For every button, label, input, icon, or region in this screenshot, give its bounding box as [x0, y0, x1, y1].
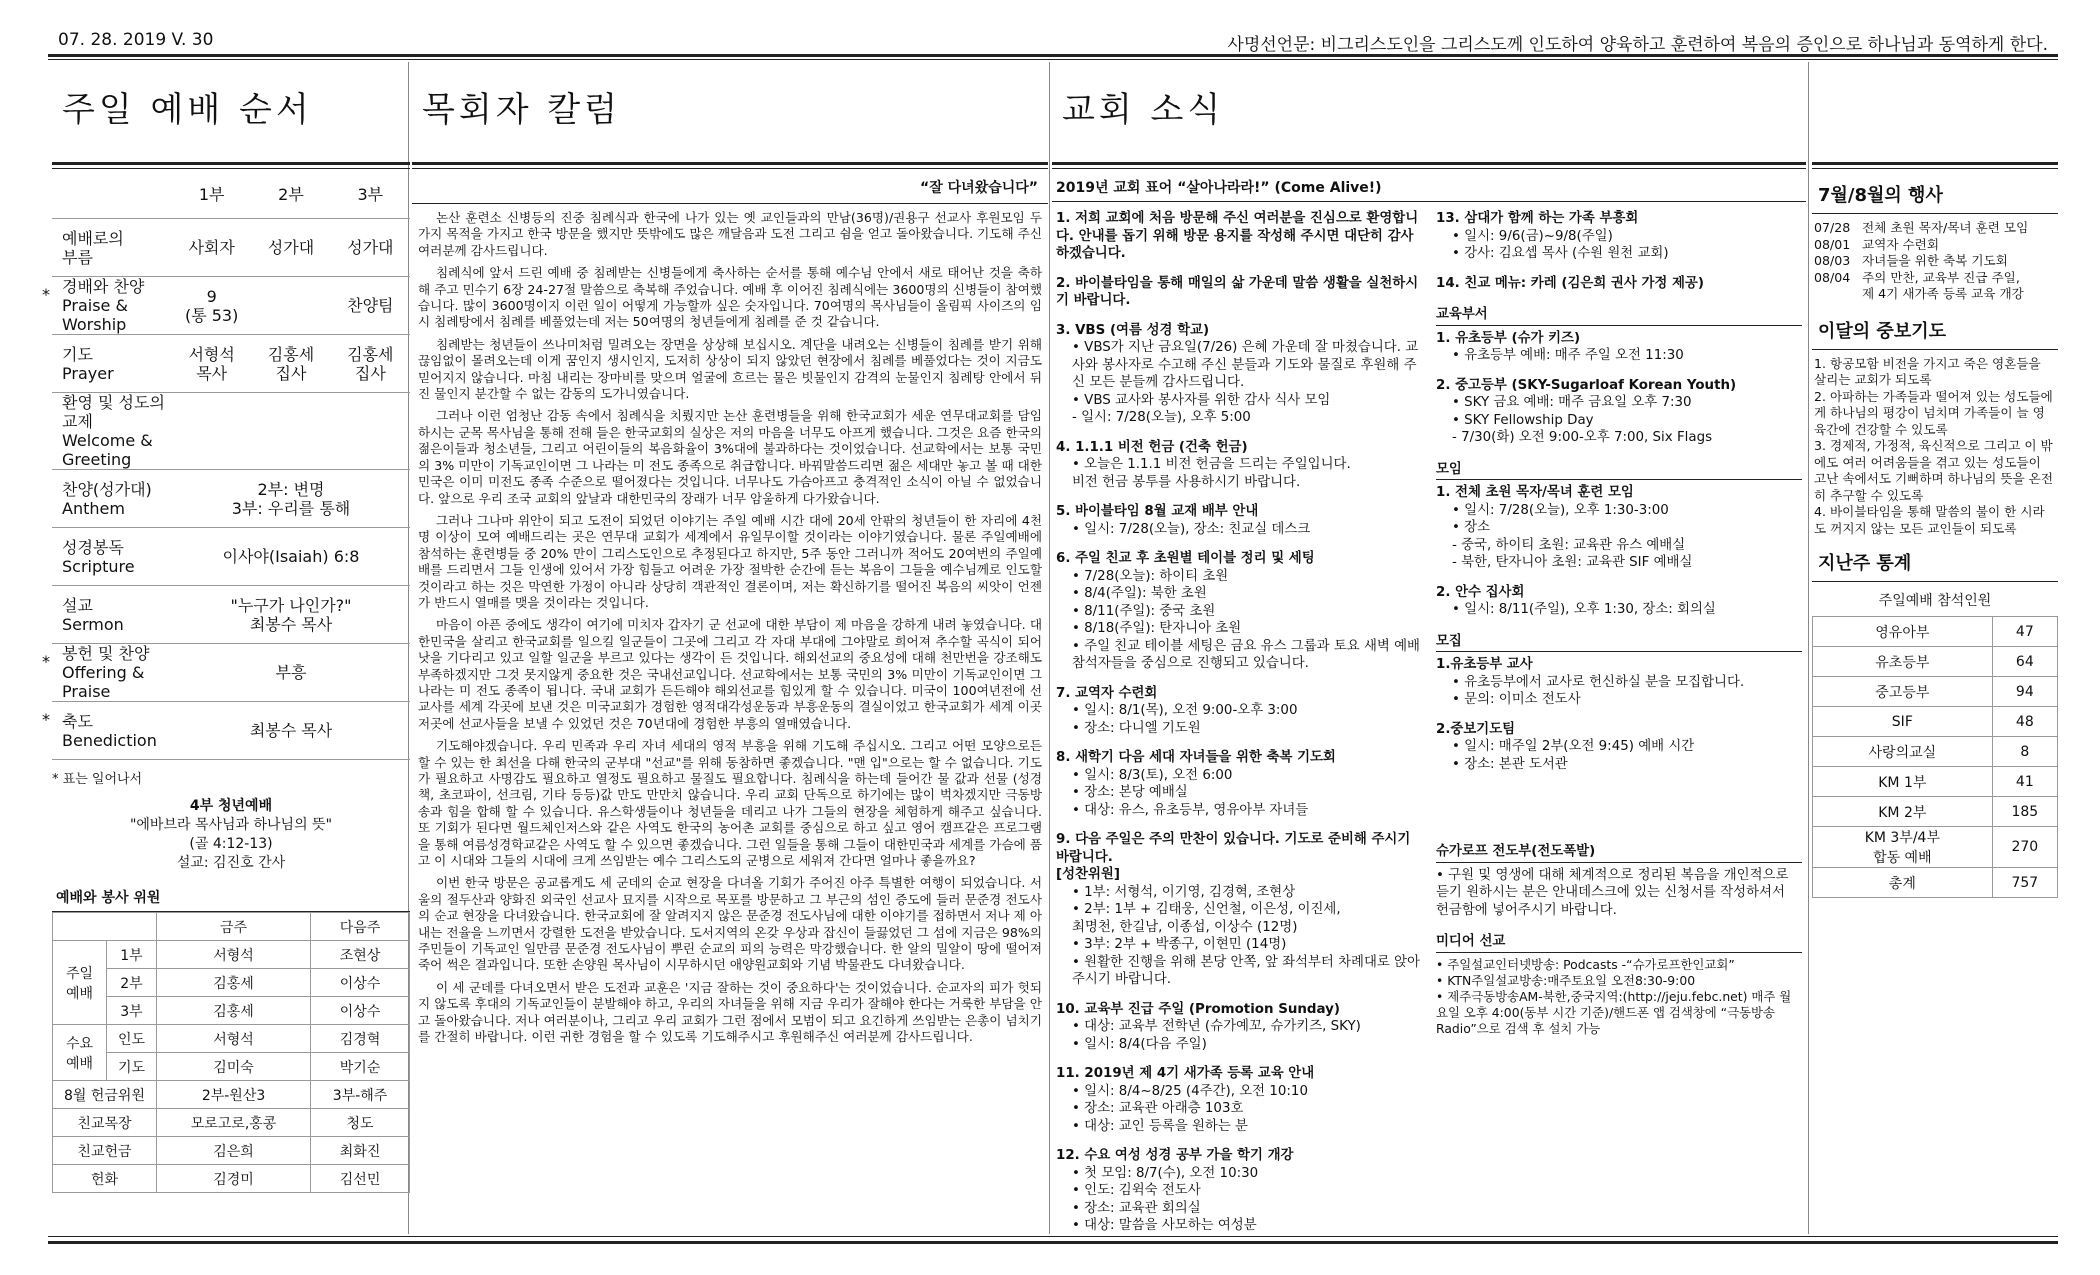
column-paragraph: 침례받는 청년들이 쓰나미처럼 밀려오는 장면을 상상해 보십시오. 계단을 내려오는 신병들이 침례를 받기 위해 끊임없이 몰려오는데 이게 꿈인지 생시인지, 도저히 상상이 되지 않았던 현장에서 침례를 베풀었다는 것이 지금도 믿어지지 않습니다. 마침 내리는 장마비를 맞으며 얼굴에 흐르는 물은 빗물인지 감격의 눈물인지 침례탕 안에서 뒤진 물인지 분간할 수 없는 감동의 도가니였습니다. — [418, 336, 1042, 402]
news-item-heading: 1. 전체 초원 목자/목녀 훈련 모임 — [1436, 485, 1634, 500]
stat-value: 757 — [1992, 868, 2057, 898]
news-item-detail: • 장소: 본당 예배실 — [1072, 785, 1188, 800]
duty-row — [53, 1165, 410, 1193]
worship-order-row — [52, 335, 410, 393]
duty-next-week: 김경혁 — [311, 1025, 410, 1053]
stat-row — [1813, 647, 2058, 677]
news-item-detail: - 북한, 탄자니아 초원: 교육관 SIF 예배실 — [1452, 555, 1693, 570]
news-item — [1056, 210, 1420, 263]
worship-order-row — [42, 644, 410, 702]
event-name: 교역자 수련회 — [1862, 236, 1939, 252]
news-item-detail: • 대상: 말씀을 사모하는 여성분 — [1072, 1218, 1257, 1233]
stat-row — [1813, 767, 2058, 797]
news-item — [1436, 584, 1802, 619]
news-item-heading: 1. 저희 교회에 처음 방문해 주신 여러분을 진심으로 환영합니다. 안내를 돕기 위해 방문 용지를 작성해 주시면 대단히 감사하겠습니다. — [1056, 211, 1419, 261]
news-item-detail: • 대상: 교인 등록을 원하는 분 — [1072, 1118, 1248, 1134]
event-row — [1814, 220, 2058, 237]
duty-header-cell — [53, 913, 157, 941]
media-section-title: 미디어 선교 — [1436, 933, 1802, 953]
youth-scripture: (골 4:12-13) — [189, 836, 273, 852]
duty-role: 인도 — [107, 1025, 157, 1053]
duty-header-cell: 금주 — [156, 913, 310, 941]
news-item — [1056, 322, 1420, 427]
order-label: 축도 Benediction — [62, 711, 157, 750]
column-paragraph: 마음이 아픈 중에도 생각이 여기에 미치자 갑자기 군 선교에 대한 부담이 제 마음을 강하게 내려 놓였습니다. 대한민국을 살리고 한국교회를 일으킬 일군들이 그곳에 그리고 각 자대 부대에 그야말로 희어져 추수할 곡식이 되어 낫을 기다리고 있고 일할 일군을 부르고 있다는 생각이 든 것입니다. 해외선교의 중요성에 대해 천만번을 강조해도 부족하겠지만 그것 못지않게 중요한 것은 국내선교입니다. 선교학에서는 보통 국민의 3% 미만이 기독교인이면 그 나라는 미 전도 종족이 됩니다. 국내 교회가 든든해야 해외선교를 힘있게 할 수 있습니다. 미국이 100여년전에 선교사를 세계 각곳에 보낸 것은 미국교회가 경험한 영적대각성운동과 부흥운동의 결실이었고 한국교회가 세계 이곳 저곳에 선교사들을 보낼 수 있었던 것은 70년대에 경험한 부흥의 열매였습니다. — [418, 617, 1042, 731]
event-row — [1814, 253, 2058, 270]
duty-role: 친교목장 — [53, 1109, 157, 1137]
duty-role: 헌화 — [53, 1165, 157, 1193]
media-detail: • 주일설교인터넷방송: Podcasts -“슈가로프한인교회” — [1436, 956, 1735, 972]
order-label: 성경봉독 Scripture — [62, 537, 135, 576]
column-paragraph: 침례식에 앞서 드린 예배 중 침례받는 신병들에게 축사하는 순서를 통해 예수님 안에서 새로 태어난 것을 축하해 주고 민수기 6장 24-27절 말씀으로 축복해 주었습니다. 예배 후 이어진 침례식에는 3600명의 신병들이 참여했습니다. 많이 3600명이지 이런 일이 어떻게 가능할까 싶은 숫자입니다. 70여명의 목사님들이 올림픽 사이즈의 임시 침례탕에서 침례를 베풀었는데 저는 50여명의 청년들에게 침례를 준 것 같습니다. — [418, 265, 1042, 330]
stat-row — [1813, 707, 2058, 737]
prayer-item: 3. 경제적, 가정적, 육신적으로 그리고 이 밖에도 여러 어려움들을 겪고 있는 성도들이 고난 속에서도 기뻐하며 하나님의 뜻을 온전히 추구할 수 있도록 — [1814, 438, 2053, 503]
news-item — [1436, 656, 1802, 709]
attendance-table — [1812, 616, 2058, 898]
news-item-heading: 7. 교역자 수련회 — [1056, 685, 1158, 701]
news-item-heading: 2. 중고등부 (SKY-Sugarloaf Korean Youth) — [1436, 377, 1737, 393]
news-item-detail: • VBS 교사와 봉사자를 위한 감사 식사 모임 — [1072, 392, 1331, 408]
news-item-detail: • 일시: 8/11(주일), 오후 1:30, 장소: 회의실 — [1452, 602, 1716, 617]
order-value: 성가대 — [267, 238, 315, 257]
duty-this-week: 모로고로,홍콩 — [156, 1109, 310, 1137]
duty-this-week: 김미숙 — [156, 1053, 310, 1081]
media-detail: • 제주극동방송AM-북한,중국지역:(http://jeju.febc.net) 매주 월요일 오후 4:00(동부 시간 기준)/핸드폰 앱 검색창에 “극동방송 Radio”으로 검색 후 설치 가능 — [1436, 988, 1792, 1036]
column-paragraph: 그러나 이런 엄청난 감동 속에서 침례식을 치뤘지만 논산 훈련병들을 위해 한국교회가 세운 연무대교회를 담임하시는 군목 목사님을 통해 전해 들은 한국교회의 실상은 저의 마음을 너무도 아프게 했습니다. 그것은 요즘 한국의 젊은이들과 청소년들, 그리고 어린이들의 복음화율이 3%대에 불과하다는 것이었습니다. 선교학에서는 보통 국민의 3% 미만이 기독교인이면 그 나라는 미 전도 종족으로 취급합니다. 바꿔말씀드리면 젊은 세대만 놓고 볼 때 대한민국은 이미 미전도 종족 수준으로 떨어졌다는 것입니다. 너무나도 가슴아프고 충격적인 소식이 아닐 수 없었습니다. 앞으로 우리 조국 교회의 앞날과 대한민국의 장래가 너무 암울하게 다가왔습니다. — [418, 408, 1042, 506]
column-divider — [1049, 62, 1050, 1234]
news-item-detail: • 2부: 1부 + 김태웅, 신언철, 이은성, 이진세, — [1072, 902, 1341, 917]
stat-value: 48 — [1992, 707, 2057, 737]
duty-next-week: 김선민 — [311, 1165, 410, 1193]
news-item-detail: • 장소: 교육관 회의실 — [1072, 1200, 1201, 1216]
duty-table — [52, 912, 410, 1193]
news-item-detail: • 유초등부 예배: 매주 주일 오전 11:30 — [1452, 348, 1684, 363]
news-item-detail: • 일시: 9/6(금)~9/8(주일) — [1452, 228, 1613, 244]
footer-rule — [48, 1241, 2058, 1244]
order-value: 이사야(Isaiah) 6:8 — [222, 547, 360, 566]
news-item-detail: • 유초등부에서 교사로 헌신하실 분을 모집합니다. — [1452, 674, 1745, 690]
youth-preacher: 설교: 김진호 간사 — [176, 855, 286, 871]
standing-note: * 표는 일어나서 — [52, 772, 143, 787]
event-date: 08/01 — [1814, 236, 1851, 252]
duty-this-week: 김경미 — [156, 1165, 310, 1193]
stat-row — [1813, 737, 2058, 767]
events-column — [1812, 62, 2058, 1234]
worship-column — [42, 62, 410, 1234]
event-name: 주의 만찬, 교육부 진급 주일, 제 4기 새가족 등록 교육 개강 — [1862, 269, 2024, 301]
recruit-list — [1436, 656, 1802, 773]
order-label: 환영 및 성도의 교제 Welcome & Greeting — [62, 393, 165, 469]
news-item-detail: - 7/30(화) 오전 9:00-오후 7:00, Six Flags — [1452, 430, 1713, 445]
news-item-detail: • 일시: 8/4~8/25 (4주간), 오전 10:10 — [1072, 1083, 1308, 1099]
youth-sermon-title: "에바브라 목사님과 하나님의 뜻" — [129, 817, 333, 833]
events-list — [1812, 214, 2058, 303]
order-value: 성가대 — [347, 238, 394, 257]
news-item-detail: • 일시: 8/3(토), 오전 6:00 — [1072, 767, 1233, 783]
header-rule-thin — [48, 59, 2058, 60]
news-item — [1056, 1065, 1420, 1135]
news-item — [1056, 1001, 1420, 1054]
news-item-heading: 12. 수요 여성 성경 공부 가을 학기 개강 — [1056, 1148, 1294, 1163]
news-item-detail: • SKY 금요 예배: 매주 금요일 오후 7:30 — [1452, 395, 1692, 410]
news-item-detail: • 8/18(주일): 탄자니아 초원 — [1072, 621, 1242, 636]
column-paragraph: 이 세 군데를 다녀오면서 받은 도전과 교훈은 '지금 잘하는 것이 중요하다'는 것이었습니다. 순교자의 피가 헛되지 않도록 후대의 기독교인들이 분발해야 하고, 우리의 자녀들을 위해 지금 우리가 잘해야 한다는 거룩한 부담을 안고 돌아왔습니다. 저나 여러분이나, 그리고 우리 교회가 그런 점에서 모범이 되고 요긴하게 쓰임받는 은총이 넘치기를 간절히 바랍니다. 이런 귀한 경험을 할 수 있도록 기도해주시고 후원해주신 여러분께 감사드립니다. — [418, 979, 1042, 1045]
meetings-list — [1436, 484, 1802, 619]
youth-service — [52, 787, 410, 873]
news-item — [1056, 831, 1420, 989]
news-list-right-top — [1436, 210, 1802, 292]
worship-title: 주일 예배 순서 — [62, 90, 313, 130]
news-item-heading: 2. 바이블타임을 통해 매일의 삶 가운데 말씀 생활을 실천하시기 바랍니다. — [1056, 275, 1419, 308]
news-item-heading: 11. 2019년 제 4기 새가족 등록 교육 안내 — [1056, 1066, 1315, 1081]
evangelism-list — [1436, 867, 1802, 920]
stat-value: 185 — [1992, 797, 2057, 827]
news-item-heading: 1. 유초등부 (슈가 키즈) — [1436, 330, 1581, 346]
education-section-title: 교육부서 — [1436, 306, 1802, 326]
news-item — [1056, 503, 1420, 538]
stat-label: 총계 — [1813, 868, 1993, 898]
duty-row — [53, 941, 410, 969]
stat-value: 8 — [1992, 737, 2057, 767]
worship-order-row — [52, 528, 410, 586]
standing-marker: * — [42, 285, 50, 304]
news-item-heading: 9. 다음 주일은 주의 만찬이 있습니다. 기도로 준비해 주시기 바랍니다. [성찬위원] — [1056, 832, 1411, 882]
duty-row — [53, 1137, 410, 1165]
evangelism-section-title: 슈가로프 전도부(전도폭발) — [1436, 843, 1802, 863]
prayer-title: 이달의 중보기도 — [1812, 303, 2058, 350]
news-item-detail: • SKY Fellowship Day — [1452, 412, 1594, 428]
order-value: 찬양팀 — [347, 296, 394, 315]
standing-marker: * — [42, 710, 50, 729]
event-name: 자녀들을 위한 축복 기도회 — [1862, 253, 2008, 268]
order-label: 경배와 찬양 Praise & Worship — [62, 277, 145, 334]
duty-row — [53, 1025, 410, 1053]
news-list-left — [1052, 210, 1428, 1247]
stat-value: 47 — [1992, 617, 2057, 647]
duty-next-week: 최화진 — [311, 1137, 410, 1165]
order-label: 봉헌 및 찬양 Offering & Praise — [62, 644, 150, 701]
duty-next-week: 청도 — [311, 1109, 410, 1137]
column-paragraph: 기도해야겠습니다. 우리 민족과 우리 자녀 세대의 영적 부흥을 위해 기도해 주십시오. 그리고 어떤 모양으로든 할 수 있는 한 최선을 다해 한국의 군부대 "선교"를 위해 동참하면 좋겠습니다. "맨 입"으로는 할 수 없습니다. 기도가 필요하고 사명감도 필요하고 열정도 필요하고 물질도 필요합니다. 침례식을 하는데 들어간 물 값과 선물 (성경책, 초코파이, 선크림, 기타 등등)값 만도 만만치 않습니다. 우리 교회 단독으로 하기에는 많이 벅차겠지만 극동방송과 힘을 합해 할 수 있습니다. 유스학생들이나 청년들을 데리고 나가 그들의 현장을 체험하게 해주고 싶습니다. 또 기회가 된다면 월드체인저스와 같은 사역도 한국의 농어촌 교회를 중심으로 하고 싶고 영어 캠프같은 프로그램을 통해 여름성경학교같은 사역도 할 수 있으면 좋겠습니다. 그런 일들을 통해 그들이 대한민국과 세계를 가슴에 품고 이 시대와 그들의 시대에 크게 쓰임받는 예수 그리스도의 군병으로 세워져 간다면 얼마나 좋을까요? — [418, 738, 1042, 869]
worship-order-row — [52, 393, 410, 470]
news-item — [1056, 749, 1420, 819]
news-item-detail: • 8/11(주일): 중국 초원 — [1072, 603, 1216, 619]
stats-header: 주일예배 참석인원 — [1878, 593, 1992, 609]
news-item — [1056, 1147, 1420, 1235]
order-value: 부흥 — [275, 663, 307, 682]
duty-title: 예배와 봉사 위원 — [52, 873, 410, 912]
order-label: 설교 Sermon — [62, 595, 124, 634]
stat-label: 영유아부 — [1813, 617, 1993, 647]
media-detail: • KTN주일설교방송:매주토요일 오전8:30-9:00 — [1436, 972, 1696, 988]
news-item — [1436, 484, 1802, 572]
duty-role: 2부 — [107, 969, 157, 997]
order-label: 예배로의 부름 — [62, 228, 124, 267]
duty-group: 수요 예배 — [53, 1025, 107, 1081]
news-item-detail: • 일시: 8/1(목), 오전 9:00-오후 3:00 — [1072, 703, 1298, 718]
news-item-detail: • 첫 모임: 8/7(수), 오전 10:30 — [1072, 1165, 1259, 1181]
news-item — [1056, 685, 1420, 738]
news-item-detail: • 일시: 8/4(다음 주일) — [1072, 1036, 1207, 1052]
prayer-item: 1. 항공모함 비전을 가지고 죽은 영혼들을 살리는 교회가 되도록 — [1814, 355, 2041, 387]
stat-value: 94 — [1992, 677, 2057, 707]
duty-role: 3부 — [107, 997, 157, 1025]
duty-this-week: 김은희 — [156, 1137, 310, 1165]
news-item-heading: 3. VBS (여름 성경 학교) — [1056, 322, 1210, 338]
news-item-heading: 1.유초등부 교사 — [1436, 657, 1533, 672]
order-value: 9 (통 53) — [184, 286, 239, 325]
youth-service-title: 4부 청년예배 — [189, 798, 273, 814]
news-item-detail: • 대상: 유스, 유초등부, 영유아부 자녀들 — [1072, 802, 1309, 818]
header-rule — [48, 54, 2058, 57]
news-item — [1436, 210, 1802, 263]
footer-rule-thin — [48, 1236, 2058, 1237]
duty-role: 친교헌금 — [53, 1137, 157, 1165]
news-list-right — [1428, 210, 1806, 1247]
column-title: 목회자 칼럼 — [422, 90, 622, 130]
column-paragraph: 이번 한국 방문은 공교롭게도 세 군데의 순교 현장을 다녀올 기회가 주어진 아주 특별한 여행이 되었습니다. 서울의 절두산과 양화진 외국인 선교사 묘지를 시작으로 목포를 방문하고 그 부근의 섬인 증도에 들러 문준경 전도사의 순교 현장을 다녀왔습니다. 한국교회에 잘 알려지지 않은 문준경 전도사님에 대한 이야기를 접하면서 저나 제 아내는 전율을 느끼면서 강렬한 도전을 받았습니다. 도서지역의 온갖 우상과 잡신이 들끓었던 그 섬에 지금은 98%의 주민들이 기독교인 일만큼 문준경 전도사님이 뿌린 순교의 피의 능력은 막강했습니다. 한 알의 밀알이 땅에 떨어져 죽어 썩은 결과입니다. 또한 손양원 목사님이 시무하시던 애양원교회와 기념 박물관도 다녀왔습니다. — [418, 875, 1042, 973]
news-item-heading: 6. 주일 친교 후 초원별 테이블 정리 및 세팅 — [1056, 551, 1315, 566]
mission-statement: 사명선언문: 비그리스도인을 그리스도께 인도하여 양육하고 훈련하여 복음의 증인으로 하나님과 동역하게 한다. — [1227, 35, 2048, 55]
standing-marker: * — [42, 652, 50, 671]
stat-row — [1813, 617, 2058, 647]
stat-label: 유초등부 — [1813, 647, 1993, 677]
event-row — [1814, 270, 2058, 303]
duty-row — [53, 969, 410, 997]
order-value: 김홍세 집사 — [347, 344, 394, 383]
news-item-detail: • 주일 친교 테이블 세팅은 금요 유스 그룹과 토요 새벽 예배 참석자들을 중심으로 진행되고 있습니다. — [1072, 638, 1420, 671]
stat-row — [1813, 677, 2058, 707]
news-item-detail: 비전 헌금 봉투를 사용하시기 바랍니다. — [1072, 474, 1301, 490]
stat-value: 64 — [1992, 647, 2057, 677]
news-item — [1436, 721, 1802, 774]
worship-order-row — [42, 702, 410, 760]
news-item-detail: • 7/28(오늘): 하이티 초원 — [1072, 568, 1229, 584]
duty-next-week: 조현상 — [311, 941, 410, 969]
news-item-detail: • 문의: 이미소 전도사 — [1452, 692, 1581, 707]
news-item-heading: 8. 새학기 다음 세대 자녀들을 위한 축복 기도회 — [1056, 750, 1336, 765]
duty-row — [53, 1053, 410, 1081]
stats-title: 지난주 통계 — [1812, 537, 2058, 582]
stat-value: 41 — [1992, 767, 2057, 797]
news-item-detail: • 일시: 매주일 2부(오전 9:45) 예배 시간 — [1452, 739, 1695, 754]
column-subtitle: “잘 다녀왔습니다” — [920, 180, 1038, 196]
news-item-detail: • 장소 — [1452, 520, 1491, 535]
news-item-detail: - 중국, 하이티 초원: 교육관 유스 예배실 — [1452, 537, 1686, 553]
duty-row — [53, 1109, 410, 1137]
order-value: 서형석 목사 — [188, 344, 235, 383]
news-item-detail: • 일시: 7/28(오늘), 오후 1:30-3:00 — [1452, 502, 1669, 518]
stat-value: 270 — [1992, 827, 2057, 868]
news-item-detail: • 오늘은 1.1.1 비전 헌금을 드리는 주일입니다. — [1072, 457, 1351, 472]
worship-order-row — [52, 219, 410, 277]
news-item-heading: 14. 친교 메뉴: 카레 (김은희 권사 가정 제공) — [1436, 275, 1704, 291]
duty-next-week: 이상수 — [311, 969, 410, 997]
page-header — [48, 26, 2058, 54]
event-row — [1814, 237, 2058, 254]
pastor-column — [412, 62, 1048, 1234]
order-label: 기도 Prayer — [62, 344, 114, 383]
stat-row — [1813, 868, 2058, 898]
order-value: "누구가 나인가?" 최봉수 목사 — [230, 595, 352, 634]
duty-row — [53, 1081, 410, 1109]
news-item-detail: • VBS가 지난 금요일(7/26) 은혜 가운데 잘 마쳤습니다. 교사와 봉사자로 수고해 주신 분들과 기도와 물질로 후원해 주신 모든 분들께 감사드립니다. — [1072, 340, 1419, 390]
news-item-heading: 13. 삼대가 함께 하는 가족 부흥회 — [1436, 211, 1639, 226]
issue-date: 07. 28. 2019 V. 30 — [58, 30, 214, 50]
worship-order-row — [42, 277, 410, 335]
service-header: 1부 2부 3부 — [52, 169, 410, 219]
duty-next-week: 3부-해주 — [311, 1081, 410, 1109]
worship-order-row — [52, 586, 410, 644]
recruit-section-title: 모집 — [1436, 633, 1802, 653]
event-date: 07/28 — [1814, 220, 1851, 235]
order-value: 최봉수 목사 — [249, 721, 333, 740]
duty-this-week: 서형석 — [156, 1025, 310, 1053]
event-date: 08/03 — [1814, 253, 1851, 268]
news-item-detail: • 3부: 2부 + 박종구, 이현민 (14명) — [1072, 937, 1287, 952]
news-item-detail: • 대상: 교육부 전학년 (슈가예꼬, 슈가키즈, SKY) — [1072, 1019, 1361, 1034]
news-item — [1436, 275, 1802, 293]
stat-label: KM 2부 — [1813, 797, 1993, 827]
news-item-detail: • 8/4(주일): 북한 초원 — [1072, 586, 1207, 601]
news-item-detail: • 인도: 김윅숙 전도사 — [1072, 1183, 1201, 1198]
news-item — [1436, 330, 1802, 365]
event-name: 전체 초원 목자/목녀 훈련 모임 — [1862, 220, 2029, 235]
stat-label: KM 3부/4부 합동 예배 — [1813, 827, 1993, 868]
stat-label: 사랑의교실 — [1813, 737, 1993, 767]
stat-label: KM 1부 — [1813, 767, 1993, 797]
news-item-heading: 2. 안수 집사회 — [1436, 584, 1525, 600]
education-list — [1436, 330, 1802, 447]
news-item — [1436, 377, 1802, 447]
stat-label: 중고등부 — [1813, 677, 1993, 707]
worship-order-list — [42, 219, 410, 760]
duty-role: 기도 — [107, 1053, 157, 1081]
duty-role: 8월 헌금위원 — [53, 1081, 157, 1109]
news-item-detail: • 원활한 진행을 위해 본당 안쪽, 앞 좌석부터 차례대로 앉아 주시기 바랍니다. — [1072, 954, 1420, 987]
duty-role: 1부 — [107, 941, 157, 969]
stat-label: SIF — [1813, 707, 1993, 737]
order-label: 찬양(성가대) Anthem — [62, 479, 152, 518]
news-item-detail: - 일시: 7/28(오늘), 오후 5:00 — [1072, 410, 1251, 425]
news-item-detail: • 장소: 다니엘 기도원 — [1072, 720, 1201, 736]
duty-group: 주일 예배 — [53, 941, 107, 1025]
duty-this-week: 서형석 — [156, 941, 310, 969]
event-date: 08/04 — [1814, 269, 1851, 285]
duty-this-week: 2부-원산3 — [156, 1081, 310, 1109]
prayer-item: 2. 아파하는 가족들과 떨어져 있는 성도들에게 하나님의 평강이 넘치며 가족들이 늘 영육간에 건강할 수 있도록 — [1814, 388, 2053, 437]
news-item — [1056, 550, 1420, 673]
media-list — [1436, 957, 1802, 1037]
news-item-heading: 4. 1.1.1 비전 헌금 (건축 헌금) — [1056, 439, 1248, 455]
order-value: 김홍세 집사 — [267, 344, 315, 383]
news-item-detail: • 장소: 교육관 아래층 103호 — [1072, 1101, 1244, 1116]
news-item-detail: • 강사: 김요셉 목사 (수원 원천 교회) — [1452, 246, 1669, 261]
column-paragraph: 그러나 그나마 위안이 되고 도전이 되었던 이야기는 주일 예배 시간 대에 20세 안팎의 청년들이 한 자리에 4천명 이상이 모여 예배드리는 곳은 연무대 교회가 세계에서 유일무이할 것이라는 이야기였습니다. 물론 주일예배에 참석하는 훈련병들 중 20% 만이 그리스도인으로 추정된다고 하지만, 5주 동안 그러니까 적어도 20여번의 주일예배를 드리면서 그들 인생에 있어서 가장 힘들고 어려운 가장 절박한 순간에 듣는 복음이 그들을 예수님께로 인도할 것이라고 하는 것은 막연한 가정이 아니라 상당히 객관적인 결론이며, 저는 확신하기를 떨어진 복음의 씨앗이 언젠가 반드시 열매를 맺을 것이라는 것입니다. — [418, 512, 1042, 610]
news-item-heading: 10. 교육부 진급 주일 (Promotion Sunday) — [1056, 1001, 1340, 1017]
prayer-list — [1812, 350, 2058, 538]
duty-next-week: 박기순 — [311, 1053, 410, 1081]
events-title: 7월/8월의 행사 — [1812, 169, 2058, 214]
meetings-section-title: 모임 — [1436, 461, 1802, 481]
duty-next-week: 이상수 — [311, 997, 410, 1025]
news-item-detail: • 장소: 본관 도서관 — [1452, 756, 1568, 772]
duty-header-row — [53, 913, 410, 941]
news-item-detail: • 일시: 7/28(오늘), 장소: 친교실 데스크 — [1072, 521, 1311, 537]
column-paragraph: 논산 훈련소 신병등의 진중 침례식과 한국에 나가 있는 옛 교인들과의 만남(36명)/권용구 선교사 후원모임 두 가지 목적을 가지고 한국 방문을 했지만 뜻밖에도 많은 깨달음과 도전 그리고 쉼을 얻고 돌아왔습니다. 기도해 주신 여러분께 감사드립니다. — [418, 210, 1042, 258]
news-title: 교회 소식 — [1062, 90, 1225, 130]
order-value: 사회자 — [188, 238, 235, 257]
duty-row — [53, 997, 410, 1025]
news-item-detail: • 1부: 서형석, 이기영, 김경혁, 조현상 — [1072, 884, 1296, 900]
news-item — [1056, 439, 1420, 492]
duty-this-week: 김홍세 — [156, 997, 310, 1025]
news-item-heading: 2.중보기도팀 — [1436, 721, 1516, 737]
duty-header-cell: 다음주 — [311, 913, 410, 941]
church-theme: 2019년 교회 표어 “살아나라라!” (Come Alive!) — [1052, 169, 1806, 202]
stat-row — [1813, 797, 2058, 827]
news-item — [1056, 275, 1420, 310]
news-item-heading: 5. 바이블타임 8월 교재 배부 안내 — [1056, 504, 1259, 519]
news-column — [1052, 62, 1806, 1234]
stat-row — [1813, 827, 2058, 868]
prayer-item: 4. 바이블타임을 통해 말씀의 불이 한 시라도 꺼지지 않는 모든 교인들이 되도록 — [1814, 504, 2045, 536]
evangelism-detail: • 구원 및 영생에 대해 체계적으로 정리된 복음을 개인적으로 듣기 원하시는 분은 안내데스크에 있는 신청서를 작성하셔서 헌금함에 넣어주시기 바랍니다. — [1436, 867, 1789, 918]
column-body — [412, 210, 1048, 1046]
worship-order-row — [52, 470, 410, 528]
order-value: 2부: 변명 3부: 우리를 통해 — [231, 479, 351, 518]
news-item-detail: 최명천, 한길남, 이종섭, 이상수 (12명) — [1072, 919, 1298, 935]
duty-this-week: 김홍세 — [156, 969, 310, 997]
column-divider — [1808, 62, 1809, 1234]
